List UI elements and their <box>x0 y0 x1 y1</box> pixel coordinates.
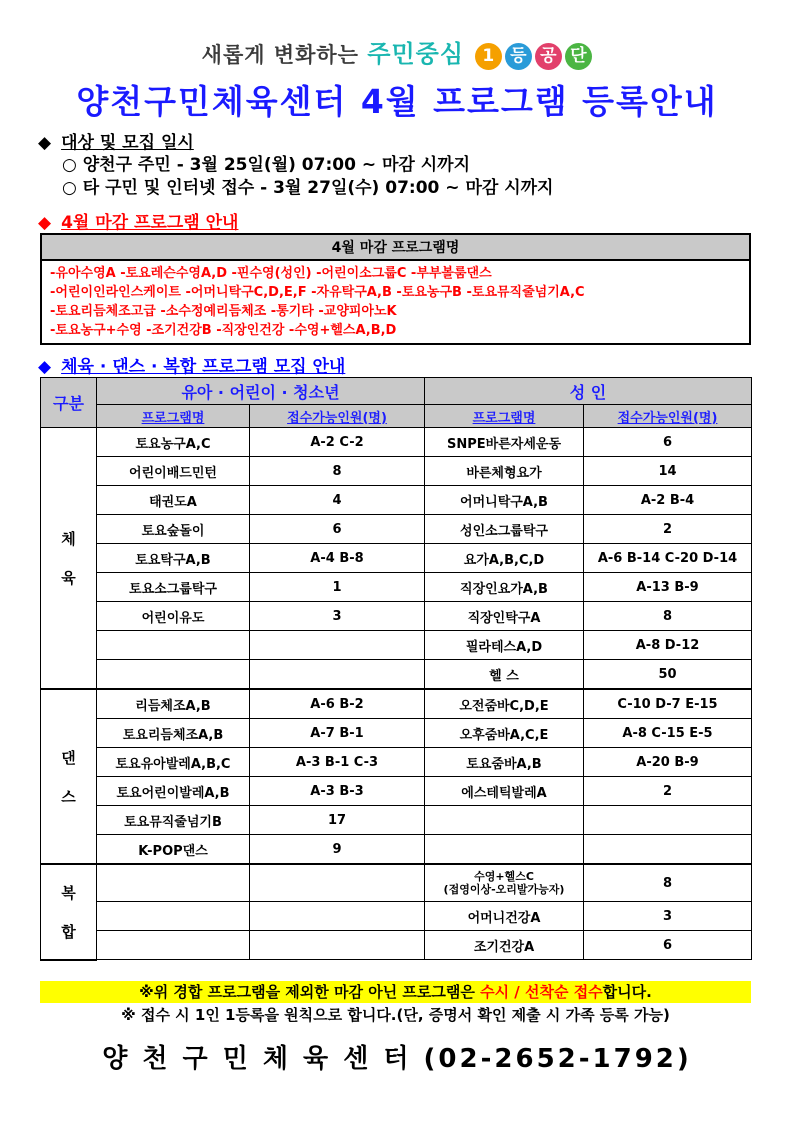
section-deadline-heading <box>38 208 238 233</box>
adult-capacity: A-6 B-14 C-20 D-14 <box>584 544 752 573</box>
diamond-icon: ◆ <box>38 133 52 153</box>
table-row <box>41 748 752 777</box>
adult-program: 직장인요가A,B <box>425 573 584 602</box>
youth-capacity <box>250 902 425 931</box>
youth-capacity <box>250 931 425 960</box>
adult-program: 조기건강A <box>425 931 584 960</box>
deadline-table-header: 4월 마감 프로그램명 <box>41 234 750 260</box>
youth-program <box>97 864 250 902</box>
youth-program: 토요뮤직줄넘기B <box>97 806 250 835</box>
notice-suffix: 합니다. <box>602 983 652 1001</box>
adult-program: 필라테스A,D <box>425 631 584 660</box>
table-row <box>41 719 752 748</box>
adult-capacity: C-10 D-7 E-15 <box>584 689 752 719</box>
category-sports: 체 육 <box>41 428 97 690</box>
footer-contact: 양 천 구 민 체 육 센 터 (02-2652-1792) <box>102 1044 692 1074</box>
adult-program: 바른체형요가 <box>425 457 584 486</box>
youth-capacity: A-4 B-8 <box>250 544 425 573</box>
youth-program: 어린이유도 <box>97 602 250 631</box>
adult-capacity: 14 <box>584 457 752 486</box>
notice-highlight: 수시 / 선착순 접수 <box>480 983 603 1001</box>
slogan-circle-1: 1 <box>475 43 502 70</box>
slogan-text: 새롭게 변화하는 <box>201 43 359 67</box>
youth-program: K-POP댄스 <box>97 835 250 865</box>
table-row <box>41 660 752 690</box>
slogan-circle-4: 단 <box>565 43 592 70</box>
deadline-line: -어린이인라인스케이트 -어머니탁구C,D,E,F -자유탁구A,B -토요농구B -토요뮤직줄넘기A,C <box>50 285 585 300</box>
adult-program: 에스테틱발레A <box>425 777 584 806</box>
adult-capacity: 3 <box>584 902 752 931</box>
youth-capacity: A-2 C-2 <box>250 428 425 457</box>
adult-capacity: 50 <box>584 660 752 690</box>
youth-program: 토요소그룹탁구 <box>97 573 250 602</box>
adult-capacity: A-2 B-4 <box>584 486 752 515</box>
notice-banner <box>40 981 751 1003</box>
adult-program: 오후줌바A,C,E <box>425 719 584 748</box>
adult-capacity: 6 <box>584 931 752 960</box>
youth-capacity: A-3 B-3 <box>250 777 425 806</box>
youth-capacity: 1 <box>250 573 425 602</box>
slogan-circle-2: 등 <box>505 43 532 70</box>
table-row <box>41 573 752 602</box>
adult-capacity: A-8 C-15 E-5 <box>584 719 752 748</box>
adult-capacity: 6 <box>584 428 752 457</box>
slogan <box>0 34 794 70</box>
category-dance: 댄 스 <box>41 689 97 864</box>
deadline-line: -토요리듬체조고급 -소수정예리듬체조 -통기타 -교양피아노K <box>50 304 397 319</box>
adult-program: 오전줌바C,D,E <box>425 689 584 719</box>
header-adult: 성 인 <box>425 378 752 405</box>
page-title: 양천구민체육센터 4월 프로그램 등록안내 <box>76 82 718 121</box>
table-row <box>41 864 752 902</box>
table-row <box>41 602 752 631</box>
adult-capacity: 2 <box>584 515 752 544</box>
youth-program: 토요탁구A,B <box>97 544 250 573</box>
adult-program <box>425 806 584 835</box>
table-row <box>41 457 752 486</box>
table-row <box>41 931 752 960</box>
youth-capacity <box>250 864 425 902</box>
youth-capacity: 8 <box>250 457 425 486</box>
adult-program: 토요줌바A,B <box>425 748 584 777</box>
table-row <box>41 902 752 931</box>
adult-capacity: A-13 B-9 <box>584 573 752 602</box>
adult-program <box>425 835 584 865</box>
adult-capacity: 2 <box>584 777 752 806</box>
slogan-circle-3: 공 <box>535 43 562 70</box>
table-row <box>41 689 752 719</box>
table-row <box>41 777 752 806</box>
youth-capacity: 6 <box>250 515 425 544</box>
adult-program: 요가A,B,C,D <box>425 544 584 573</box>
table-row <box>41 806 752 835</box>
adult-program: 헬 스 <box>425 660 584 690</box>
youth-capacity <box>250 660 425 690</box>
adult-program: 수영+헬스C (접영이상-오리발가능자) <box>425 864 584 902</box>
youth-program: 토요유아발레A,B,C <box>97 748 250 777</box>
adult-capacity: A-8 D-12 <box>584 631 752 660</box>
youth-capacity: 17 <box>250 806 425 835</box>
youth-program: 어린이배드민턴 <box>97 457 250 486</box>
youth-program: 토요농구A,C <box>97 428 250 457</box>
youth-program: 토요어린이발레A,B <box>97 777 250 806</box>
program-table <box>40 377 752 961</box>
section-programs-heading <box>38 352 345 377</box>
adult-capacity <box>584 806 752 835</box>
table-row <box>41 428 752 457</box>
table-row <box>41 486 752 515</box>
youth-capacity: 9 <box>250 835 425 865</box>
deadline-line: -토요농구+수영 -조기건강B -직장인건강 -수영+헬스A,B,D <box>50 323 397 338</box>
youth-capacity: A-7 B-1 <box>250 719 425 748</box>
youth-program <box>97 631 250 660</box>
youth-program <box>97 902 250 931</box>
notice-prefix: ※위 경합 프로그램을 제외한 마감 아닌 프로그램은 <box>139 983 481 1001</box>
header-youth: 유아 · 어린이 · 청소년 <box>97 378 425 405</box>
schedule-line-2: ○ 타 구민 및 인터넷 접수 - 3월 27일(수) 07:00 ~ 마감 시까지 <box>62 178 554 198</box>
category-combined: 복 합 <box>41 864 97 960</box>
header-category: 구분 <box>41 378 97 428</box>
registration-note: ※ 접수 시 1인 1등록을 원칙으로 합니다.(단, 증명서 확인 제출 시 가족 등록 가능) <box>121 1006 670 1024</box>
youth-capacity: 4 <box>250 486 425 515</box>
adult-capacity <box>584 835 752 865</box>
youth-capacity: 3 <box>250 602 425 631</box>
youth-program <box>97 931 250 960</box>
diamond-icon: ◆ <box>38 213 52 233</box>
adult-program: 성인소그룹탁구 <box>425 515 584 544</box>
diamond-icon: ◆ <box>38 357 52 377</box>
youth-program: 토요숲돌이 <box>97 515 250 544</box>
youth-program <box>97 660 250 690</box>
header-adult-program: 프로그램명 <box>425 405 584 428</box>
youth-program: 태권도A <box>97 486 250 515</box>
header-adult-capacity: 접수가능인원(명) <box>584 405 752 428</box>
slogan-accent: 주민중심 <box>367 40 465 68</box>
youth-capacity: A-3 B-1 C-3 <box>250 748 425 777</box>
adult-capacity: 8 <box>584 864 752 902</box>
table-row <box>41 631 752 660</box>
adult-program: 어머니탁구A,B <box>425 486 584 515</box>
deadline-program-list <box>41 260 750 344</box>
deadline-line: -유아수영A -토요레슨수영A,D -핀수영(성인) -어린이소그룹C -부부볼룸댄스 <box>50 266 492 281</box>
section-programs-title: 체육 · 댄스 · 복합 프로그램 모집 안내 <box>61 357 346 377</box>
schedule-line-1: ○ 양천구 주민 - 3월 25일(월) 07:00 ~ 마감 시까지 <box>62 155 471 175</box>
youth-capacity: A-6 B-2 <box>250 689 425 719</box>
deadline-table <box>40 233 751 345</box>
table-row <box>41 544 752 573</box>
adult-program: 어머니건강A <box>425 902 584 931</box>
table-row <box>41 515 752 544</box>
adult-capacity: 8 <box>584 602 752 631</box>
adult-program: 직장인탁구A <box>425 602 584 631</box>
youth-capacity <box>250 631 425 660</box>
header-youth-program: 프로그램명 <box>97 405 250 428</box>
youth-program: 리듬체조A,B <box>97 689 250 719</box>
table-row <box>41 835 752 865</box>
section-deadline-title: 4월 마감 프로그램 안내 <box>61 213 239 233</box>
youth-program: 토요리듬체조A,B <box>97 719 250 748</box>
adult-program: SNPE바른자세운동 <box>425 428 584 457</box>
header-youth-capacity: 접수가능인원(명) <box>250 405 425 428</box>
section-schedule-title: 대상 및 모집 일시 <box>61 133 194 153</box>
adult-capacity: A-20 B-9 <box>584 748 752 777</box>
